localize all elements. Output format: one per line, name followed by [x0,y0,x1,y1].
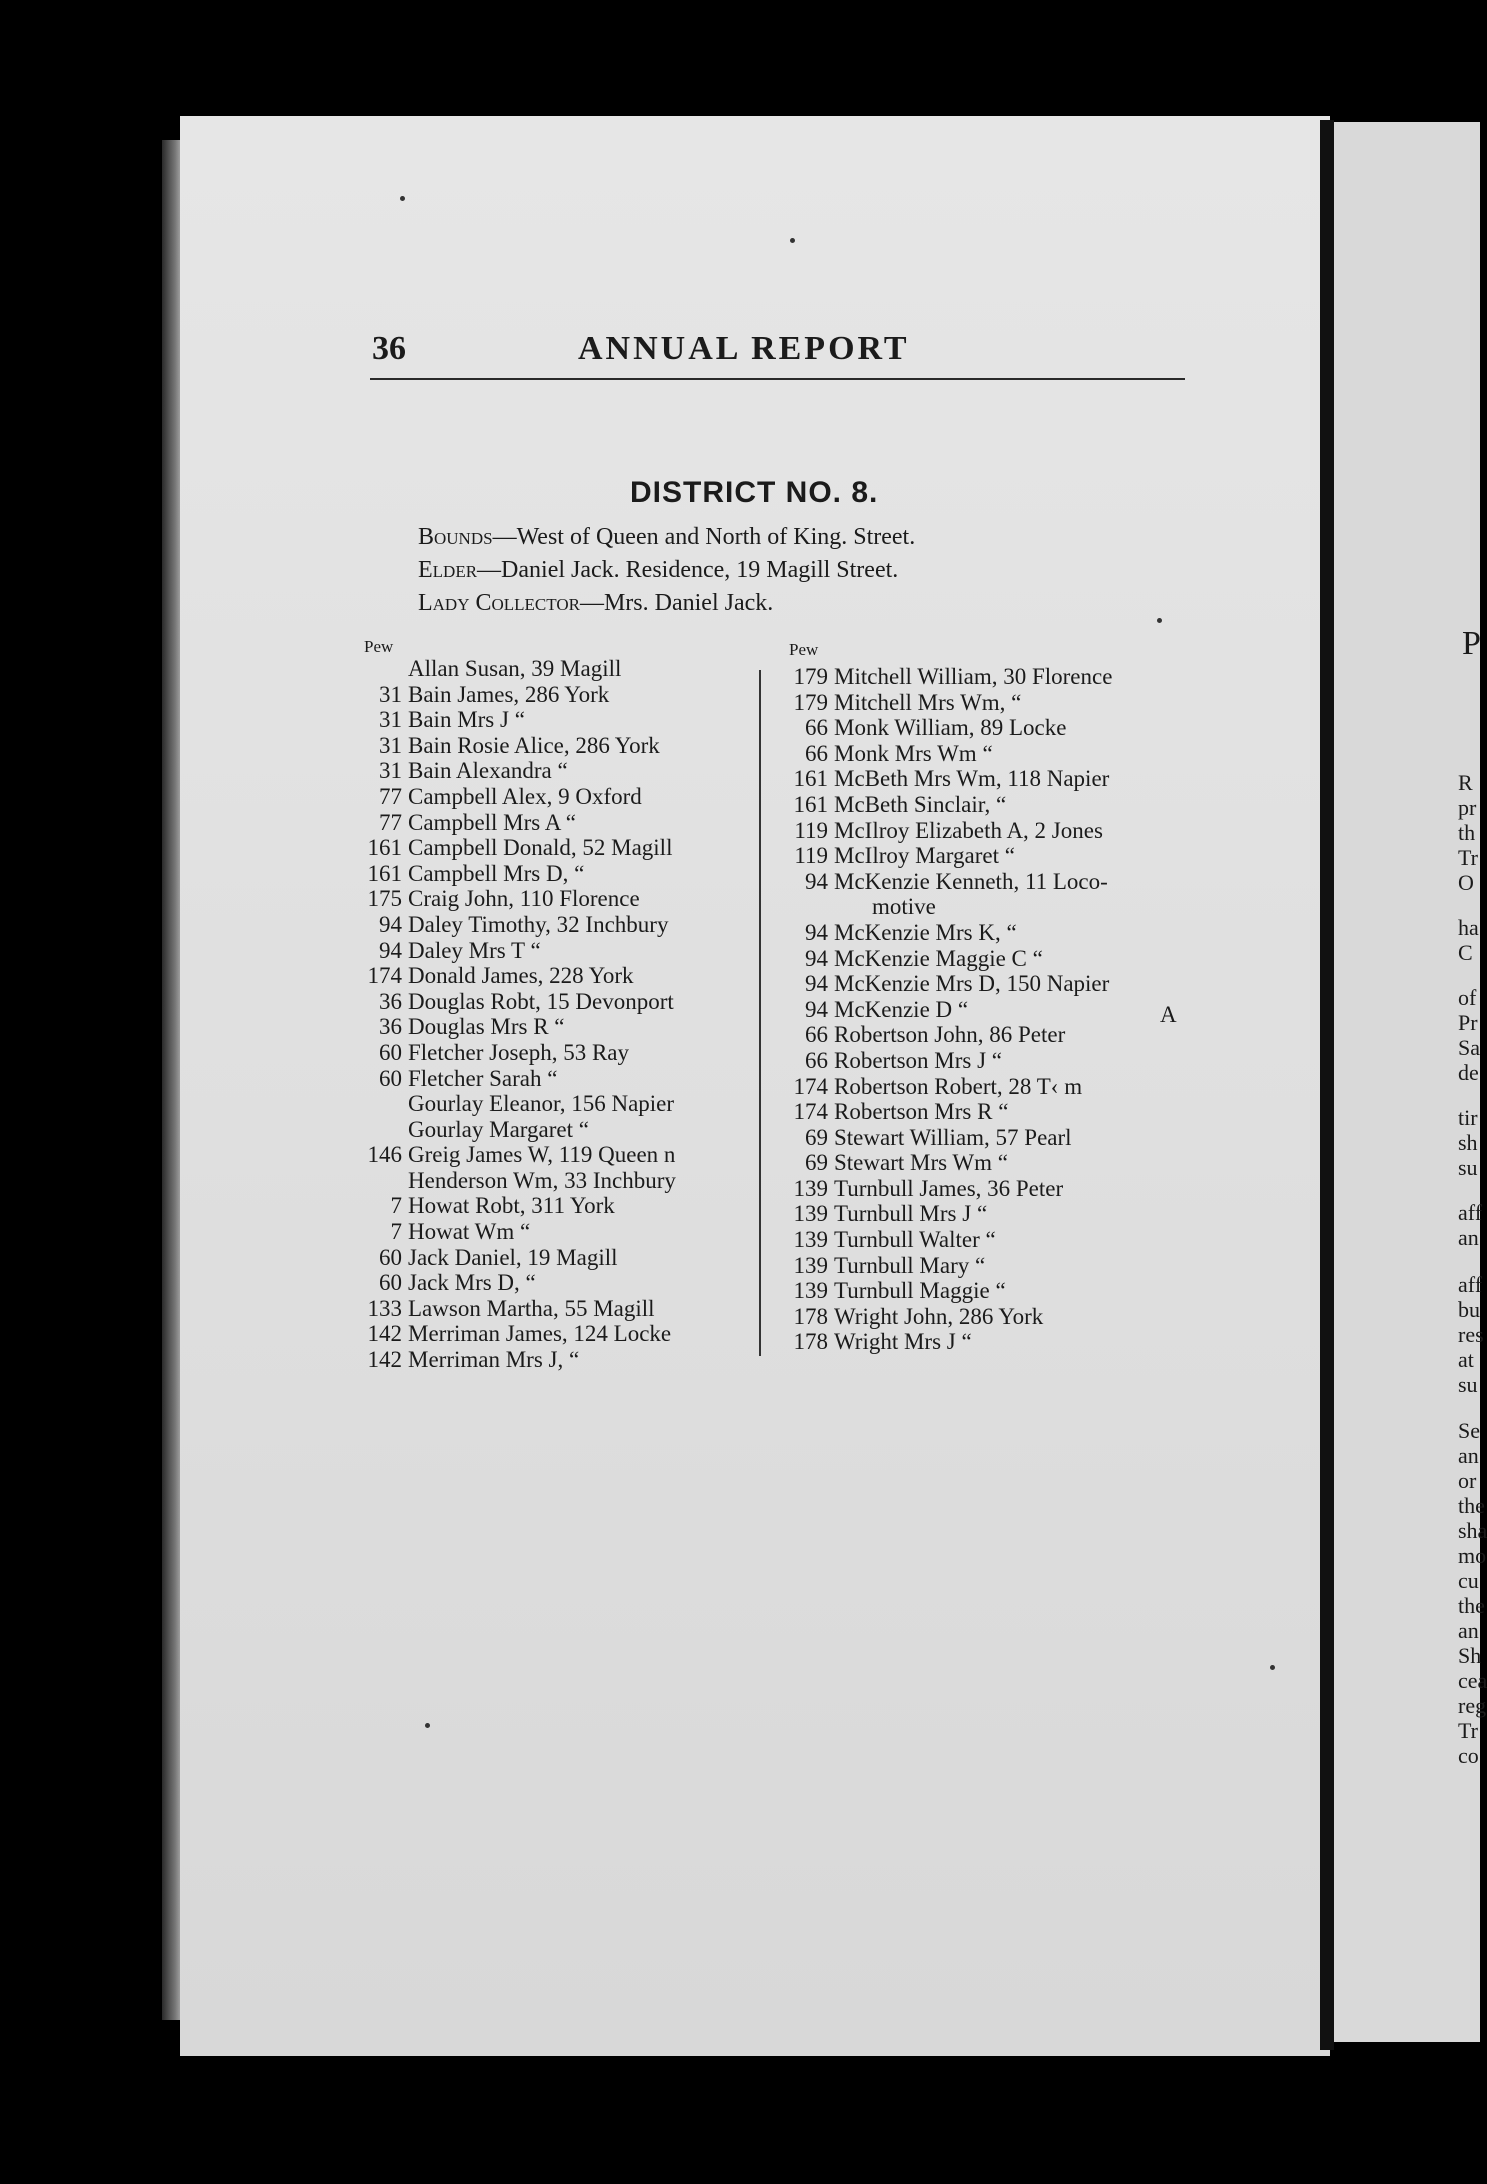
member-entry [780,715,1180,741]
paper-speck [1157,618,1162,623]
member-name-address: Fletcher Joseph, 53 Ray [408,1039,630,1065]
member-name-address: Wright Mrs J “ [834,1329,972,1355]
facing-page-fragment: th [1458,820,1476,845]
member-entry [354,1168,754,1194]
member-entry [354,1142,754,1168]
member-entry [780,894,1180,920]
member-name-address: Daley Timothy, 32 Inchbury [408,911,669,937]
pew-number: 31 [379,707,402,733]
facing-page-fragment: an [1458,1618,1479,1643]
elder-label: Elder [418,557,478,583]
report-title: ANNUAL REPORT [578,330,910,367]
member-entry [780,843,1180,869]
member-name-address: Bain James, 286 York [408,681,610,707]
member-name-address: McKenzie D “ [834,996,969,1022]
member-entry [354,1219,754,1245]
facing-page-fragment: the [1458,1493,1485,1518]
member-entry [354,1321,754,1347]
pew-number: 139 [793,1227,828,1253]
member-entry [354,912,754,938]
member-name-address: Gourlay Margaret “ [408,1116,589,1142]
bounds-line [418,524,915,551]
facing-page-fragment: O [1458,870,1474,895]
member-name-address: Douglas Robt, 15 Devonport [408,988,674,1014]
member-entry [780,1227,1180,1253]
pew-number: 36 [379,1014,402,1040]
member-entry [780,741,1180,767]
district-title: DISTRICT NO. 8. [630,476,879,509]
collector-text: —Mrs. Daniel Jack. [579,590,774,616]
member-name-address: Donald James, 228 York [408,963,634,989]
pew-number: 161 [793,766,828,792]
member-entry [354,1270,754,1296]
pew-number: 174 [793,1073,828,1099]
pew-number: 60 [379,1270,402,1296]
pew-number: 178 [793,1303,828,1329]
facing-page-fragment: at [1458,1347,1474,1372]
member-name-address: Bain Rosie Alice, 286 York [408,732,660,758]
member-name-address: Robertson Mrs R “ [834,1099,1009,1125]
pew-number: 146 [367,1142,402,1168]
pew-number: 119 [794,817,828,843]
collector-label: Lady Collector [418,590,580,616]
member-entry [780,1048,1180,1074]
member-name-address: Turnbull Mrs J “ [834,1201,988,1227]
member-entry [780,920,1180,946]
member-name-address: Howat Wm “ [408,1219,531,1245]
bounds-text: —West of Queen and North of King. Street. [492,524,916,550]
pew-number: 60 [379,1065,402,1091]
member-name-address: Turnbull James, 36 Peter [834,1175,1064,1201]
member-entry [354,963,754,989]
member-entry [354,861,754,887]
facing-page-fragment: an [1458,1443,1479,1468]
facing-page-fragment: mo [1458,1543,1487,1568]
member-entry [354,886,754,912]
facing-page-fragment: aff [1458,1272,1483,1297]
member-entry [780,1253,1180,1279]
elder-text: —Daniel Jack. Residence, 19 Magill Street. [477,557,899,583]
facing-page-fragment: of [1458,985,1477,1010]
facing-page-fragment: res [1458,1322,1484,1347]
member-name-address: Robertson John, 86 Peter [834,1022,1066,1048]
pew-number: 119 [794,843,828,869]
pew-number: 66 [805,1047,828,1073]
member-entry [780,1304,1180,1330]
member-name-address: Jack Daniel, 19 Magill [408,1244,618,1270]
member-name-address: Stewart William, 57 Pearl [834,1124,1072,1150]
pew-number: 69 [805,1124,828,1150]
member-entry [780,1099,1180,1125]
member-name-address: Turnbull Maggie “ [834,1278,1006,1304]
pew-number: 94 [805,996,828,1022]
member-entry [354,656,754,682]
member-entry [354,733,754,759]
facing-page-fragment: Pr [1458,1010,1478,1035]
member-name-address: Wright John, 286 York [834,1303,1044,1329]
member-name-address: McIlroy Elizabeth A, 2 Jones [834,817,1103,843]
member-entry [780,690,1180,716]
facing-page-fragment: Sa [1458,1035,1480,1060]
facing-page-fragment: aff [1458,1200,1483,1225]
member-name-address: Bain Mrs J “ [408,707,525,733]
member-name-address: Howat Robt, 311 York [408,1193,615,1219]
pew-number: 174 [367,963,402,989]
member-entry [780,664,1180,690]
elder-line [418,557,898,584]
member-entry [780,997,1180,1023]
member-name-address: Robertson Robert, 28 T‹ m [834,1073,1083,1099]
member-entry [354,1296,754,1322]
member-entry [354,989,754,1015]
member-entry [354,1193,754,1219]
member-name-address: Monk Mrs Wm “ [834,740,993,766]
member-name-address: Turnbull Mary “ [834,1252,986,1278]
facing-page-fragment: bu [1458,1297,1480,1322]
member-name-address: Daley Mrs T “ [408,937,541,963]
facing-page-fragment: pr [1458,795,1477,820]
member-name-address: Gourlay Eleanor, 156 Napier [408,1091,675,1117]
facing-page-fragment: sh [1458,1130,1478,1155]
member-name-address: Merriman James, 124 Locke [408,1321,672,1347]
pew-number: 139 [793,1252,828,1278]
member-name-address: Campbell Alex, 9 Oxford [408,783,642,809]
paper-speck [1270,1665,1275,1670]
member-name-address: McKenzie Mrs D, 150 Napier [834,971,1110,997]
member-name-address: Henderson Wm, 33 Inchbury [408,1167,676,1193]
pew-number: 31 [379,732,402,758]
member-entry [780,1022,1180,1048]
member-name-address: Stewart Mrs Wm “ [834,1150,1008,1176]
facing-page-fragment: the [1458,1593,1485,1618]
pew-number: 94 [805,971,828,997]
pew-number: 161 [367,835,402,861]
member-name-address: McKenzie Kenneth, 11 Loco- [834,868,1108,894]
facing-page-fragment: sha [1458,1518,1487,1543]
member-entry [354,1117,754,1143]
member-entry [354,758,754,784]
member-name-address: Campbell Donald, 52 Magill [408,835,673,861]
pew-number: 178 [793,1329,828,1355]
pew-number: 139 [793,1175,828,1201]
facing-page-fragment: reg [1458,1693,1487,1718]
member-entry [780,1278,1180,1304]
member-entry [354,810,754,836]
member-entry [780,1074,1180,1100]
member-name-address: Merriman Mrs J, “ [408,1347,580,1373]
pew-number: 142 [367,1347,402,1373]
facing-page-fragment: Sh [1458,1643,1482,1668]
member-name-address: Lawson Martha, 55 Magill [408,1295,655,1321]
member-entry [354,1066,754,1092]
paper-speck [790,238,795,243]
member-name-address: Jack Mrs D, “ [408,1270,536,1296]
pew-number: 60 [379,1244,402,1270]
member-entry [780,946,1180,972]
member-name-address: motive [872,894,936,920]
member-name-address: Campbell Mrs A “ [408,809,577,835]
member-entry [780,1150,1180,1176]
pew-number: 139 [793,1278,828,1304]
facing-page-fragment: Se [1458,1418,1480,1443]
pew-number: 7 [390,1219,402,1245]
member-entry [354,784,754,810]
pew-number: 174 [793,1099,828,1125]
pew-number: 94 [379,911,402,937]
pew-number: 66 [805,1022,828,1048]
right-member-list [780,664,1180,1355]
pew-number: 66 [805,740,828,766]
book-spine [1320,120,1334,2050]
pew-number: 139 [793,1201,828,1227]
member-name-address: Fletcher Sarah “ [408,1065,558,1091]
member-name-address: Allan Susan, 39 Magill [408,656,622,681]
member-entry [354,938,754,964]
member-entry [354,1245,754,1271]
facing-page-heading-fragment: P [1462,625,1481,662]
member-name-address: Monk William, 89 Locke [834,715,1067,741]
member-entry [354,707,754,733]
member-name-address: Craig John, 110 Florence [408,886,640,912]
pew-number: 94 [805,868,828,894]
paper-speck [425,1723,430,1728]
margin-mark: A [1160,1002,1177,1027]
member-name-address: McBeth Mrs Wm, 118 Napier [834,766,1110,792]
pew-number: 66 [805,715,828,741]
member-name-address: McKenzie Maggie C “ [834,945,1043,971]
pew-number: 94 [805,945,828,971]
member-name-address: Turnbull Walter “ [834,1227,996,1253]
pew-number: 179 [793,664,828,689]
member-name-address: Bain Alexandra “ [408,758,568,784]
facing-page-fragment: cu [1458,1568,1479,1593]
member-entry [780,1176,1180,1202]
pew-number: 133 [367,1295,402,1321]
right-pew-header: Pew [789,640,819,659]
member-entry [780,971,1180,997]
member-entry [354,835,754,861]
pew-number: 77 [379,783,402,809]
member-entry [354,682,754,708]
pew-number: 69 [805,1150,828,1176]
facing-page-fragment: co [1458,1743,1479,1768]
paper-speck [400,196,405,201]
pew-number: 77 [379,809,402,835]
facing-page-fragment: cea [1458,1668,1487,1693]
member-name-address: McIlroy Margaret “ [834,843,1015,869]
member-entry [780,1201,1180,1227]
member-entry [780,1125,1180,1151]
member-name-address: Robertson Mrs J “ [834,1047,1003,1073]
member-name-address: Douglas Mrs R “ [408,1014,565,1040]
column-divider [759,670,761,1356]
pew-number: 179 [793,689,828,715]
member-entry [780,869,1180,895]
facing-page-fragment: R [1458,770,1473,795]
pew-number: 60 [379,1039,402,1065]
bounds-label: Bounds [418,524,493,550]
member-entry [780,766,1180,792]
pew-number: 7 [390,1193,402,1219]
pew-number: 94 [379,937,402,963]
member-entry [780,818,1180,844]
member-name-address: Campbell Mrs D, “ [408,860,585,886]
pew-number: 31 [379,758,402,784]
pew-number: 161 [793,791,828,817]
page-number: 36 [372,330,406,367]
facing-page-fragment: ha [1458,915,1479,940]
facing-page-fragment: or [1458,1468,1477,1493]
pew-number: 161 [367,860,402,886]
facing-page-fragment: C [1458,940,1473,965]
member-entry [780,1329,1180,1355]
facing-page-fragment: an [1458,1225,1479,1250]
member-entry [354,1347,754,1373]
pew-number: 175 [367,886,402,912]
pew-number: 36 [379,988,402,1014]
running-header [370,330,1185,380]
member-name-address: McBeth Sinclair, “ [834,791,1007,817]
member-name-address: Mitchell Mrs Wm, “ [834,689,1022,715]
member-entry [354,1014,754,1040]
facing-page-fragment: Tr [1458,1718,1478,1743]
left-pew-header: Pew [364,637,394,656]
facing-page-fragment: Tr [1458,845,1478,870]
member-name-address: Greig James W, 119 Queen n [408,1142,676,1168]
member-entry [354,1040,754,1066]
pew-number: 142 [367,1321,402,1347]
facing-page-fragment: su [1458,1372,1478,1397]
member-entry [780,792,1180,818]
left-member-list [354,656,754,1373]
pew-number: 94 [805,919,828,945]
collector-line [418,590,773,617]
member-entry [354,1091,754,1117]
member-name-address: Mitchell William, 30 Florence [834,664,1113,689]
pew-number: 31 [379,681,402,707]
facing-page-fragment: de [1458,1060,1479,1085]
facing-page-fragment: su [1458,1155,1478,1180]
member-name-address: McKenzie Mrs K, “ [834,919,1017,945]
facing-page-fragment: tir [1458,1105,1478,1130]
